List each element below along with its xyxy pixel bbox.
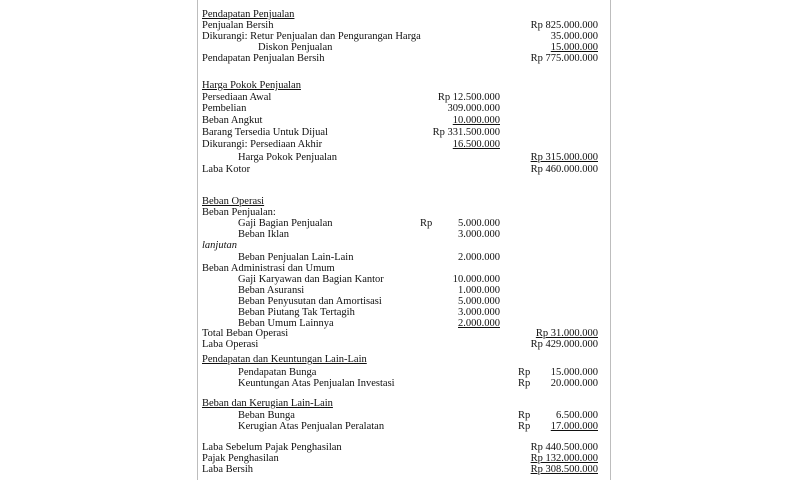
row-amount: Rp 132.000.000 [530, 453, 598, 464]
currency-symbol: Rp [518, 410, 531, 421]
row-amount: Rp 315.000.000 [530, 152, 598, 163]
row-amount: Rp 429.000.000 [530, 339, 598, 350]
row-label: Laba Operasi [202, 339, 259, 350]
continued-label: lanjutan [202, 240, 238, 251]
statement-row [198, 127, 610, 138]
statement-row [198, 103, 610, 114]
row-label: Beban Bunga [238, 410, 295, 421]
row-amount: Rp 308.500.000 [530, 464, 598, 475]
cogs-section [198, 80, 610, 91]
row-amount: 2.000.000 [458, 252, 500, 263]
section-header: Pendapatan dan Keuntungan Lain-Lain [202, 354, 367, 365]
row-amount: 17.000.000 [550, 421, 598, 432]
statement-row [198, 139, 610, 150]
currency-symbol: Rp [420, 218, 433, 229]
row-label: Pendapatan Penjualan Bersih [202, 53, 325, 64]
row-label: Pajak Penghasilan [202, 453, 279, 464]
section-header: Beban dan Kerugian Lain-Lain [202, 398, 333, 409]
row-amount: 2.000.000 [458, 318, 500, 329]
row-amount: 309.000.000 [447, 103, 500, 114]
row-amount: 16.500.000 [452, 139, 500, 150]
row-amount: Rp 31.000.000 [535, 328, 598, 339]
statement-row [198, 410, 610, 421]
row-label: Gaji Bagian Penjualan [238, 218, 333, 229]
statement-row [198, 328, 610, 339]
statement-row [198, 367, 610, 378]
row-label: Laba Kotor [202, 164, 251, 175]
row-label: Kerugian Atas Penjualan Peralatan [238, 421, 385, 432]
statement-row [198, 274, 610, 285]
other-expenses-section [198, 398, 610, 409]
row-label: Beban Penjualan: [202, 207, 276, 218]
row-label: Total Beban Operasi [202, 328, 289, 339]
row-amount: Rp 12.500.000 [437, 92, 500, 103]
statement-row [198, 152, 610, 163]
section-header: Beban Operasi [202, 196, 265, 207]
row-label: Penjualan Bersih [202, 20, 274, 31]
statement-row [198, 296, 610, 307]
row-label: Beban Penjualan Lain-Lain [238, 252, 354, 263]
row-label: Persediaan Awal [202, 92, 272, 103]
currency-symbol: Rp [518, 367, 531, 378]
row-amount: 1.000.000 [458, 285, 500, 296]
operating-expenses-section [198, 196, 610, 207]
row-amount: 5.000.000 [458, 218, 500, 229]
row-amount: 6.500.000 [556, 410, 598, 421]
section-header: Pendapatan Penjualan [202, 9, 295, 20]
statement-row [198, 42, 610, 53]
row-label: Beban Penyusutan dan Amortisasi [238, 296, 382, 307]
row-label: Pendapatan Bunga [238, 367, 317, 378]
statement-row [198, 53, 610, 64]
statement-row [198, 252, 610, 263]
row-label: Beban Asuransi [238, 285, 305, 296]
statement-row [198, 240, 610, 251]
row-amount: Rp 331.500.000 [432, 127, 500, 138]
statement-row [198, 218, 610, 229]
row-label: Beban Umum Lainnya [238, 318, 334, 329]
row-label: Diskon Penjualan [258, 42, 333, 53]
statement-row [198, 207, 610, 218]
row-amount: 20.000.000 [550, 378, 598, 389]
currency-symbol: Rp [518, 378, 531, 389]
row-amount: Rp 460.000.000 [530, 164, 598, 175]
statement-row [198, 164, 610, 175]
row-label: Beban Iklan [238, 229, 290, 240]
statement-row [198, 285, 610, 296]
row-amount: Rp 440.500.000 [530, 442, 598, 453]
row-amount: 10.000.000 [452, 115, 500, 126]
other-income-section [198, 354, 610, 365]
currency-symbol: Rp [518, 421, 531, 432]
row-amount: 3.000.000 [458, 307, 500, 318]
statement-row [198, 20, 610, 31]
statement-row [198, 442, 610, 453]
row-label: Dikurangi: Retur Penjualan dan Pengurangan Harga [202, 31, 421, 42]
row-amount: 10.000.000 [452, 274, 500, 285]
row-amount: 5.000.000 [458, 296, 500, 307]
statement-row [198, 453, 610, 464]
statement-row [198, 229, 610, 240]
row-amount: Rp 775.000.000 [530, 53, 598, 64]
row-label: Beban Piutang Tak Tertagih [238, 307, 355, 318]
row-amount: Rp 825.000.000 [530, 20, 598, 31]
row-label: Harga Pokok Penjualan [238, 152, 337, 163]
row-label: Keuntungan Atas Penjualan Investasi [238, 378, 395, 389]
statement-row [198, 307, 610, 318]
row-label: Laba Sebelum Pajak Penghasilan [202, 442, 342, 453]
row-label: Laba Bersih [202, 464, 254, 475]
statement-row [198, 31, 610, 42]
statement-row [198, 421, 610, 432]
row-label: Barang Tersedia Untuk Dijual [202, 127, 328, 138]
statement-row [198, 339, 610, 350]
row-label: Gaji Karyawan dan Bagian Kantor [238, 274, 384, 285]
row-amount: 15.000.000 [550, 367, 598, 378]
statement-row [198, 115, 610, 126]
row-label: Beban Angkut [202, 115, 263, 126]
row-amount: 35.000.000 [550, 31, 598, 42]
sales-revenue-section [198, 9, 610, 20]
statement-row [198, 92, 610, 103]
income-statement [197, 0, 611, 480]
row-amount: 15.000.000 [550, 42, 598, 53]
statement-row [198, 378, 610, 389]
section-header: Harga Pokok Penjualan [202, 80, 301, 91]
statement-row [198, 464, 610, 475]
row-label: Dikurangi: Persediaan Akhir [202, 139, 323, 150]
row-amount: 3.000.000 [458, 229, 500, 240]
statement-row [198, 263, 610, 274]
row-label: Pembelian [202, 103, 247, 114]
row-label: Beban Administrasi dan Umum [202, 263, 335, 274]
